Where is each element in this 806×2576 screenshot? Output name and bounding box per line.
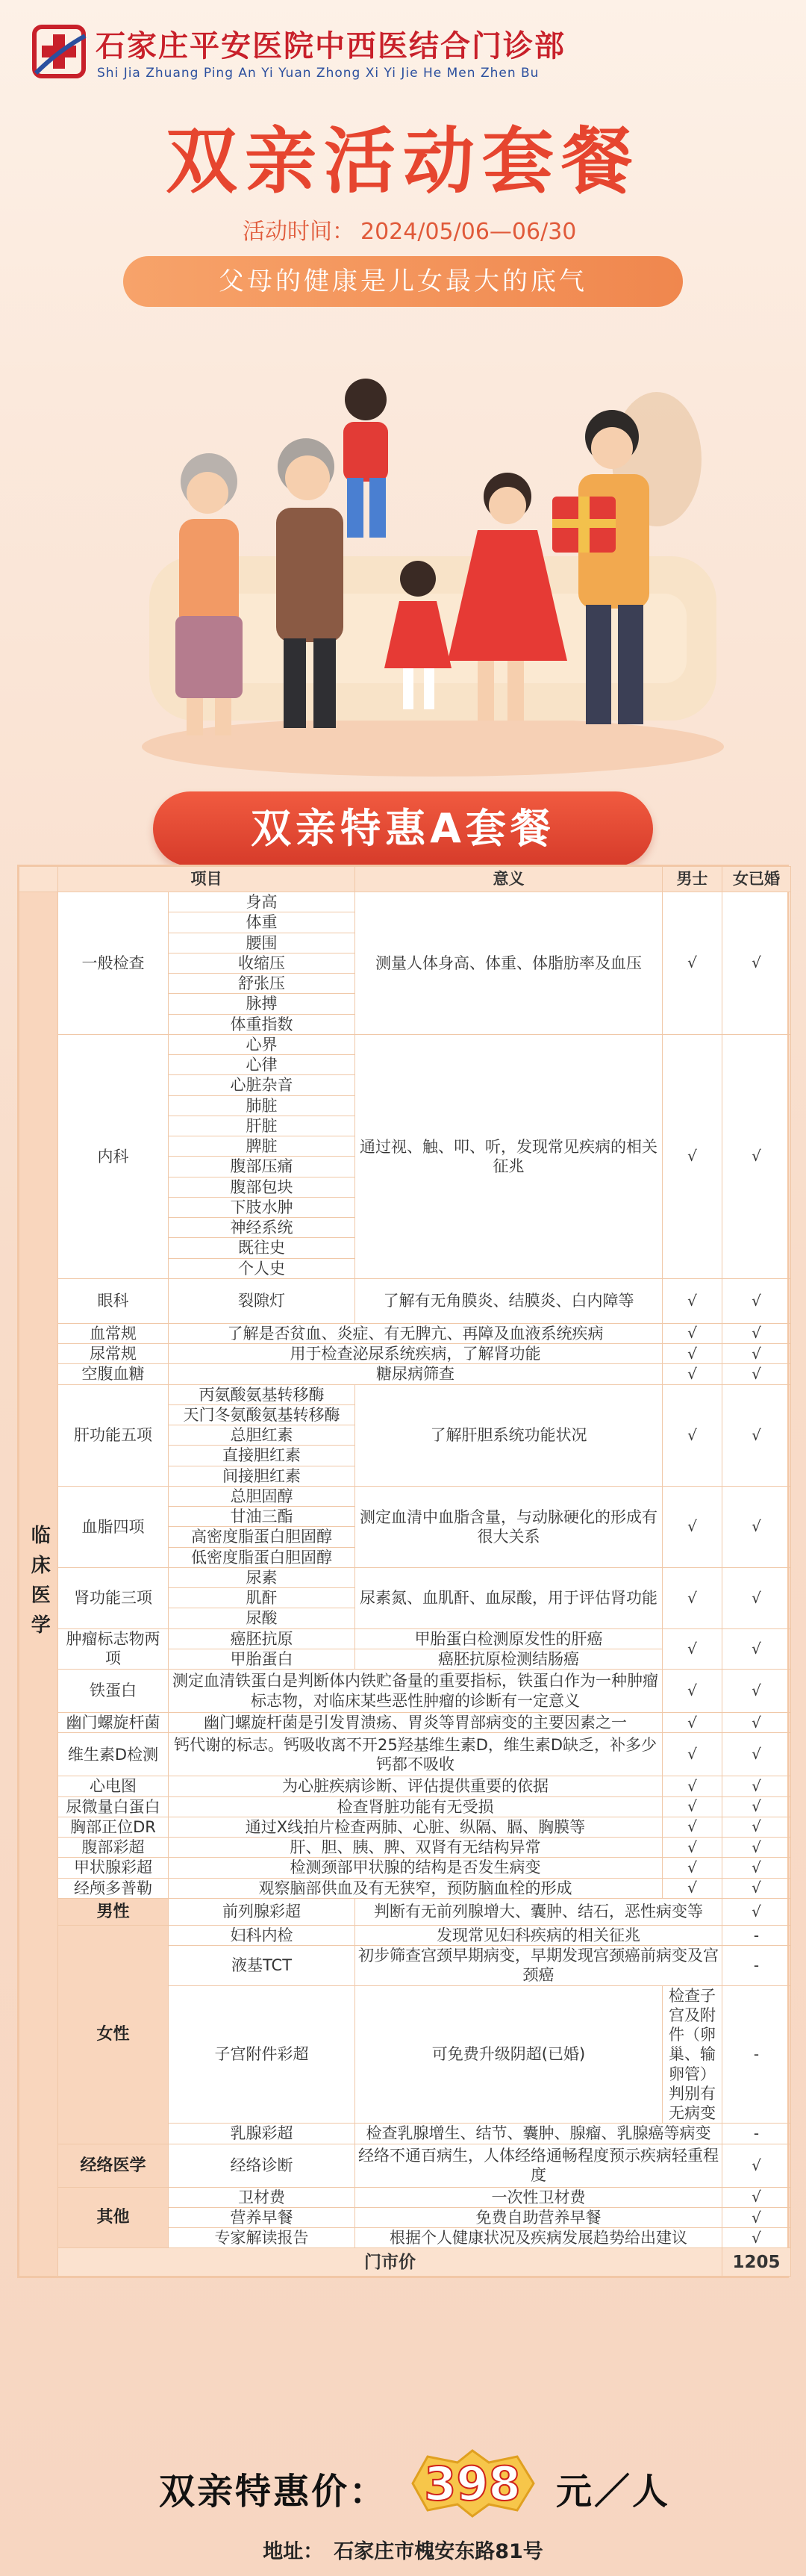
- table-row: [19, 1838, 791, 1858]
- male-mark: √: [663, 1858, 722, 1878]
- group-name: 空腹血糖: [58, 1364, 169, 1384]
- retail-price-label: 门市价: [58, 2248, 722, 2277]
- category-other: 其他: [58, 2187, 169, 2248]
- male-mark: √: [663, 1364, 722, 1384]
- group-name: 内科: [58, 1034, 169, 1278]
- group-meaning: 检测颈部甲状腺的结构是否发生病变: [169, 1858, 663, 1878]
- group-name: 铁蛋白: [58, 1670, 169, 1713]
- table-row: [19, 2187, 791, 2207]
- group-meaning: 观察脑部供血及有无狭窄，预防脑血栓的形成: [169, 1878, 663, 1898]
- sub-item: 腹部包块: [169, 1177, 355, 1197]
- group-meaning: 测量人体身高、体重、体脂肪率及血压: [355, 892, 663, 1035]
- table-row: [19, 1567, 791, 1587]
- male-mark: √: [663, 1323, 722, 1343]
- male-mark: -: [722, 1985, 791, 2124]
- female-mark: √: [722, 1858, 791, 1878]
- special-price: [17, 2449, 789, 2516]
- female-mark: √: [722, 1817, 791, 1837]
- table-row: [19, 1858, 791, 1878]
- male-mark: √: [722, 2144, 791, 2187]
- group-meaning: 经络不通百病生，人体经络通畅程度预示疾病轻重程度: [355, 2144, 722, 2187]
- header: [0, 0, 806, 97]
- male-mark: √: [722, 2228, 791, 2248]
- group-meaning: 一次性卫材费: [355, 2187, 722, 2207]
- group-name: 血脂四项: [58, 1486, 169, 1567]
- group-name: 妇科内检: [169, 1925, 355, 1945]
- male-mark: √: [663, 1486, 722, 1567]
- header-male: 男士: [663, 867, 722, 892]
- group-meaning: 检查乳腺增生、结节、囊肿、腺瘤、乳腺癌等病变: [355, 2124, 722, 2144]
- group-meaning: 尿素氮、血肌酐、血尿酸，用于评估肾功能: [355, 1567, 663, 1628]
- group-meaning: 用于检查泌尿系统疾病，了解肾功能: [169, 1344, 663, 1364]
- table-row: [19, 1278, 791, 1323]
- male-mark: √: [663, 1384, 722, 1486]
- sub-item: 脾脏: [169, 1136, 355, 1157]
- special-price-unit: 元／人: [556, 2471, 671, 2513]
- group-meaning: 检查肾脏功能有无受损: [169, 1796, 663, 1817]
- group-meaning: 癌胚抗原检测结肠癌: [355, 1649, 663, 1669]
- group-meaning: 了解有无角膜炎、结膜炎、白内障等: [355, 1278, 663, 1323]
- header-meaning: 意义: [355, 867, 663, 892]
- group-meaning: 为心脏疾病诊断、评估提供重要的依据: [169, 1776, 663, 1796]
- sub-item: 身高: [169, 892, 355, 912]
- group-name: 营养早餐: [169, 2207, 355, 2227]
- table-row: [19, 892, 791, 912]
- table-row: [19, 1384, 791, 1404]
- group-meaning: 幽门螺旋杆菌是引发胃溃疡、胃炎等胃部病变的主要因素之一: [169, 1713, 663, 1733]
- retail-price-male: 1205: [722, 2248, 791, 2277]
- female-mark: √: [722, 1628, 791, 1670]
- retail-price-row: [19, 2248, 791, 2277]
- group-name: 尿常规: [58, 1344, 169, 1364]
- header-item: 项目: [58, 867, 355, 892]
- group-name: 眼科: [58, 1278, 169, 1323]
- group-name: 肝功能五项: [58, 1384, 169, 1486]
- period-value: 2024/05/06—06/30: [360, 219, 577, 245]
- male-mark: -: [722, 1946, 791, 1986]
- sub-item: 肌酐: [169, 1588, 355, 1608]
- sub-item: 下肢水肿: [169, 1197, 355, 1217]
- sub-item: 天门冬氨酸氨基转移酶: [169, 1404, 355, 1425]
- male-mark: √: [722, 2207, 791, 2227]
- male-mark: √: [663, 1567, 722, 1628]
- group-name: 腹部彩超: [58, 1838, 169, 1858]
- table-row: [19, 1796, 791, 1817]
- category-meridian: 经络医学: [58, 2144, 169, 2187]
- group-name: 卫材费: [169, 2187, 355, 2207]
- category-male: 男性: [58, 1898, 169, 1925]
- package-title-banner: 双亲特惠A套餐: [153, 791, 653, 866]
- sub-item: 心界: [169, 1034, 355, 1054]
- group-name: 甲状腺彩超: [58, 1858, 169, 1878]
- package-items-table: [19, 866, 791, 2277]
- group-meaning: 测定血清中血脂含量，与动脉硬化的形成有很大关系: [355, 1486, 663, 1567]
- sub-item: 直接胆红素: [169, 1446, 355, 1466]
- male-mark: √: [663, 892, 722, 1035]
- period-label: 活动时间：: [243, 219, 354, 245]
- group-name: 血常规: [58, 1323, 169, 1343]
- sub-item: 可免费升级阴超(已婚): [355, 1985, 663, 2124]
- sub-item: 低密度脂蛋白胆固醇: [169, 1547, 355, 1567]
- female-mark: √: [722, 1776, 791, 1796]
- group-name: 专家解读报告: [169, 2228, 355, 2248]
- sub-item: 舒张压: [169, 974, 355, 994]
- table-row: [19, 1364, 791, 1384]
- table-header-row: [19, 867, 791, 892]
- sub-item: 甲胎蛋白: [169, 1649, 355, 1669]
- group-name: 肾功能三项: [58, 1567, 169, 1628]
- address-value: 石家庄市槐安东路81号: [334, 2540, 543, 2563]
- sub-item: 裂隙灯: [169, 1278, 355, 1323]
- male-mark: √: [663, 1776, 722, 1796]
- table-row: [19, 1034, 791, 1054]
- group-name: 乳腺彩超: [169, 2124, 355, 2144]
- female-mark: √: [722, 1796, 791, 1817]
- male-mark: √: [663, 1878, 722, 1898]
- table-row: [19, 1628, 791, 1649]
- group-name: 一般检查: [58, 892, 169, 1035]
- hospital-name-en: Shi Jia Zhuang Ping An Yi Yuan Zhong Xi Yi Jie He Men Zhen Bu: [97, 66, 540, 81]
- group-meaning: 免费自助营养早餐: [355, 2207, 722, 2227]
- male-mark: √: [663, 1034, 722, 1278]
- group-meaning: 肝、胆、胰、脾、双肾有无结构异常: [169, 1838, 663, 1858]
- group-name: 胸部正位DR: [58, 1817, 169, 1837]
- male-mark: √: [663, 1670, 722, 1713]
- table-row: [19, 1733, 791, 1776]
- package-table: [17, 865, 789, 2278]
- address-label: 地址：: [263, 2540, 324, 2563]
- group-meaning: 钙代谢的标志。钙吸收离不开25羟基维生素D，维生素D缺乏，补多少钙都不吸收: [169, 1733, 663, 1776]
- female-mark: √: [722, 1278, 791, 1323]
- group-name: 维生素D检测: [58, 1733, 169, 1776]
- female-mark: √: [722, 1323, 791, 1343]
- group-name: 子宫附件彩超: [169, 1985, 355, 2124]
- sub-item: 肝脏: [169, 1116, 355, 1136]
- group-meaning: 甲胎蛋白检测原发性的肝癌: [355, 1628, 663, 1649]
- table-row: [19, 1323, 791, 1343]
- sub-item: 脉搏: [169, 994, 355, 1014]
- male-mark: √: [663, 1713, 722, 1733]
- male-mark: √: [722, 2187, 791, 2207]
- group-meaning: 测定血清铁蛋白是判断体内铁贮备量的重要指标，铁蛋白作为一种肿瘤标志物，对临床某些恶性肿瘤的诊断有一定意义: [169, 1670, 663, 1713]
- sub-item: 甘油三酯: [169, 1507, 355, 1527]
- male-mark: √: [663, 1344, 722, 1364]
- female-mark: √: [722, 1384, 791, 1486]
- group-meaning: 检查子宫及附件（卵巢、输卵管）判别有无病变: [663, 1985, 722, 2124]
- sub-item: 总胆固醇: [169, 1486, 355, 1506]
- group-meaning: 根据个人健康状况及疾病发展趋势给出建议: [355, 2228, 722, 2248]
- special-price-label: 双亲特惠价：: [159, 2471, 388, 2513]
- group-name: 尿微量白蛋白: [58, 1796, 169, 1817]
- male-mark: -: [722, 1925, 791, 1945]
- table-row: [19, 1878, 791, 1898]
- address: [0, 2535, 806, 2564]
- sub-item: 神经系统: [169, 1218, 355, 1238]
- male-mark: √: [663, 1838, 722, 1858]
- group-meaning: 初步筛查宫颈早期病变，早期发现宫颈癌前病变及宫颈癌: [355, 1946, 722, 1986]
- sub-item: 高密度脂蛋白胆固醇: [169, 1527, 355, 1547]
- group-meaning: 发现常见妇科疾病的相关征兆: [355, 1925, 722, 1945]
- hospital-logo-icon: [28, 21, 90, 82]
- table-row: [19, 1776, 791, 1796]
- female-mark: √: [722, 1838, 791, 1858]
- female-mark: √: [722, 1670, 791, 1713]
- sub-item: 腹部压痛: [169, 1157, 355, 1177]
- group-meaning: 了解肝胆系统功能状况: [355, 1384, 663, 1486]
- sub-item: 尿酸: [169, 1608, 355, 1628]
- sub-item: 肺脏: [169, 1095, 355, 1116]
- male-mark: -: [722, 2124, 791, 2144]
- group-meaning: 了解是否贫血、炎症、有无脾亢、再障及血液系统疾病: [169, 1323, 663, 1343]
- group-meaning: 通过视、触、叩、听，发现常见疾病的相关征兆: [355, 1034, 663, 1278]
- header-category: [19, 867, 58, 892]
- female-mark: √: [722, 1034, 791, 1278]
- sub-item: 尿素: [169, 1567, 355, 1587]
- hospital-name-cn: 石家庄平安医院中西医结合门诊部: [96, 29, 566, 63]
- group-meaning: 判断有无前列腺增大、囊肿、结石，恶性病变等: [355, 1898, 722, 1925]
- sub-item: 个人史: [169, 1258, 355, 1278]
- table-row: [19, 1713, 791, 1733]
- group-name: 心电图: [58, 1776, 169, 1796]
- sub-item: 收缩压: [169, 953, 355, 973]
- group-name: 经颅多普勒: [58, 1878, 169, 1898]
- male-mark: √: [722, 1898, 791, 1925]
- male-mark: √: [663, 1278, 722, 1323]
- female-mark: √: [722, 1733, 791, 1776]
- table-row: [19, 1670, 791, 1713]
- female-mark: √: [722, 1344, 791, 1364]
- male-mark: √: [663, 1628, 722, 1670]
- special-price-value: 398: [424, 2457, 521, 2511]
- sub-item: 丙氨酸氨基转移酶: [169, 1384, 355, 1404]
- sub-item: 间接胆红素: [169, 1466, 355, 1486]
- group-meaning: 糖尿病筛查: [169, 1364, 663, 1384]
- male-mark: √: [663, 1817, 722, 1837]
- group-name: 前列腺彩超: [169, 1898, 355, 1925]
- family-illustration: [119, 310, 731, 788]
- group-name: 经络诊断: [169, 2144, 355, 2187]
- sub-item: 心脏杂音: [169, 1075, 355, 1095]
- category-female: 女性: [58, 1925, 169, 2144]
- sub-item: 总胆红素: [169, 1425, 355, 1446]
- female-mark: √: [722, 1713, 791, 1733]
- page-title: 双亲活动套餐: [166, 119, 640, 203]
- sub-item: 心律: [169, 1055, 355, 1075]
- female-mark: √: [722, 1486, 791, 1567]
- female-mark: √: [722, 1364, 791, 1384]
- sub-item: 腰围: [169, 933, 355, 953]
- header-female: 女已婚: [722, 867, 791, 892]
- female-mark: √: [722, 1878, 791, 1898]
- table-row: [19, 2144, 791, 2187]
- category-clinical: 临床医学: [19, 892, 58, 2277]
- table-row: [19, 1486, 791, 1506]
- sub-item: 癌胚抗原: [169, 1628, 355, 1649]
- group-name: 液基TCT: [169, 1946, 355, 1986]
- group-name: 幽门螺旋杆菌: [58, 1713, 169, 1733]
- group-name: 肿瘤标志物两项: [58, 1628, 169, 1670]
- table-row: [19, 1898, 791, 1925]
- sub-item: 体重: [169, 912, 355, 933]
- female-mark: √: [722, 1567, 791, 1628]
- male-mark: √: [663, 1796, 722, 1817]
- table-row: [19, 1925, 791, 1945]
- male-mark: √: [663, 1733, 722, 1776]
- table-row: [19, 1344, 791, 1364]
- group-meaning: 通过X线拍片检查两肺、心脏、纵隔、膈、胸膜等: [169, 1817, 663, 1837]
- female-mark: √: [722, 892, 791, 1035]
- activity-period: [243, 213, 576, 246]
- slogan-banner: 父母的健康是儿女最大的底气: [123, 256, 683, 307]
- sub-item: 体重指数: [169, 1014, 355, 1034]
- table-row: [19, 1817, 791, 1837]
- sub-item: 既往史: [169, 1238, 355, 1258]
